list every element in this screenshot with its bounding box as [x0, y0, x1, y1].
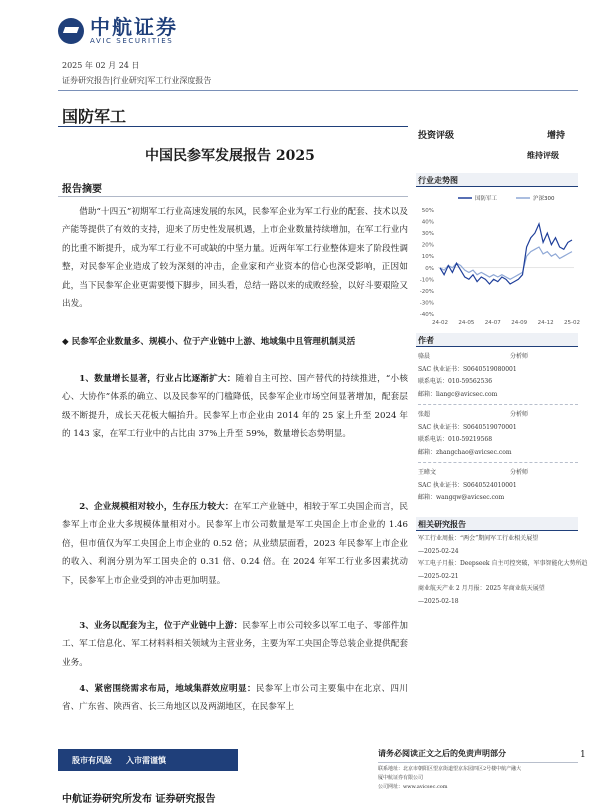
caution-text: 入市需谨慎 [126, 754, 166, 765]
legend-label-0: 国防军工 [475, 196, 498, 202]
risk-text: 股市有风险 [72, 754, 112, 765]
report-date: 2025 年 02 月 24 日 [62, 61, 140, 70]
x-tick-label: 24-09 [511, 320, 528, 326]
company-address [378, 765, 578, 792]
disclaimer-note: 请务必阅读正文之后的免责声明部分 [378, 748, 506, 758]
analyst-1 [418, 351, 578, 408]
analyst-3 [418, 467, 578, 505]
research-item-1[interactable]: 军工行业周报：“两会”期间军工行业相关展望 [418, 535, 539, 542]
footer-publisher: 中航证券研究所发布 证券研究报告 [62, 794, 216, 805]
paragraph-2-text: 随着自主可控、国产替代的持续推进，“小核心、大协作”体系的确立、以及民参军的门槛降低，民参军企业市场空间显著增加，配套层级不断提升，成长天花板大幅抬升。民参军上市企业由 2014 年的 25 家上升至 2024 年的 143 家，在军工行业中的占比由 37%上升至 59%，数量增长态势明显。 [62, 374, 408, 440]
paragraph-3-text: 在军工产业链中，相较于军工央国企而言，民参军上市企业大多规模体量相对小。民参军上市公司数量是军工央国企上市企业的 1.46 倍，但市值仅为军工央国企上市企业的 0.52 倍；从业绩层面看，2023 年民参军上市企业的收入、利润分别为军工国央企的 0.31 倍、0.24 倍。在 2024 年军工行业多因素扰动下，民参军上市企业受到的冲击更加明显。 [62, 502, 408, 586]
analyst-2-email[interactable]: 邮箱：zhangchao@avicsec.com [418, 448, 512, 456]
paragraph-4-text: 民参军上市公司较多以军工电子、零部件加工、军工信息化、军工材料料相关领域为主营业务，主要为军工央国企等总装企业提供配套业务。 [62, 621, 408, 668]
page-number: 1 [580, 750, 586, 760]
rating-sub: 维持评级 [527, 150, 559, 160]
sector-title: 国防军工 [62, 107, 127, 126]
research-heading: 相关研究报告 [416, 517, 578, 531]
research-item-3[interactable]: 商业航天产业 2 月月报：2025 年商业航天展望 [418, 585, 545, 593]
analyst-1-sac: SAC 执业证书：S0640519080001 [418, 365, 517, 373]
x-tick-label: 25-02 [564, 320, 580, 326]
research-item-2[interactable]: 军工电子月报：Deepseek 自主可控突破，军事智能化大势所趋 [418, 560, 588, 568]
summary-bullet-heading: ◆ 民参军企业数量多、规模小、位于产业链中上游、地域集中且管理机制灵活 [62, 337, 356, 347]
research-item-1-date: —2025-02-24 [418, 547, 459, 555]
analyst-1-email[interactable]: 邮箱：liangc@avicsec.com [418, 390, 498, 398]
address-line-1: 联系地址：北京市朝阳区望京街道望京东园四区2号楼中航产融大 [378, 766, 522, 772]
analyst-heading: 作者 [416, 333, 578, 347]
paragraph-2-lead: 1、数量增长显著，行业占比逐渐扩大： [79, 374, 236, 384]
rating-value: 增持 [547, 131, 566, 141]
analyst-3-email[interactable]: 邮箱：wangqw@avicsec.com [418, 494, 505, 502]
x-tick-label: 24-05 [458, 320, 475, 326]
summary-paragraph-1: 借助“十四五”初期军工行业高速发展的东风，民参军企业为军工行业的配套、技术以及产能等提供了有效的支持，迎来了历史性发展机遇，上市企业数量持续增加，在军工行业内的比重不断提升，成为军工行业不可或缺的中坚力量。近两年军工行业整体迎来了阶段性调整，对民参军企业造成了较为深刻的冲击，企业家和产业资本的信心也深受影响，正因如此，当下民参军企业更需要慢下脚步，回头看，总结一路以来的成败经验，以好斗要艰险又出发。 [62, 207, 408, 310]
research-item-2-date: —2025-02-21 [418, 572, 459, 580]
y-tick-label: 10% [421, 254, 434, 261]
analyst-1-role: 分析师 [509, 353, 528, 360]
sector-divider [58, 126, 408, 127]
analyst-3-name: 王暐文 [418, 469, 437, 476]
paragraph-5-lead: 4、紧密围绕需求布局，地域集群效应明显： [79, 684, 256, 694]
header-divider [58, 90, 578, 91]
y-tick-label: 40% [421, 219, 434, 226]
paragraph-4-lead: 3、业务以配套为主，位于产业链中上游： [79, 621, 243, 631]
summary-heading: 报告摘要 [62, 184, 102, 195]
research-list [418, 533, 588, 609]
x-tick-label: 24-12 [537, 320, 554, 326]
legend-label-1: 沪深300 [533, 196, 555, 202]
y-tick-label: -40% [419, 312, 434, 318]
rating-label: 投资评级 [418, 131, 455, 141]
analyst-2-phone: 联系电话：010-59219568 [418, 436, 493, 444]
logo-en-text: AVIC SECURITIES [90, 37, 174, 45]
x-tick-label: 24-02 [432, 320, 448, 326]
industry-trend-chart [416, 190, 578, 330]
report-type: 证券研究报告|行业研究|军工行业深度报告 [62, 76, 212, 85]
paragraph-5-text: 民参军上市公司主要集中在北京、四川省、广东省、陕西省、长三角地区以及两湖地区，在民参军上 [62, 684, 408, 713]
x-tick-label: 24-07 [484, 320, 501, 326]
summary-divider [58, 196, 408, 197]
paragraph-3-lead: 2、企业规模相对较小，生存压力较大： [79, 502, 234, 512]
summary-paragraph-3 [62, 498, 408, 590]
analyst-1-name: 骆晨 [418, 353, 431, 360]
analyst-2-name: 张超 [418, 411, 431, 418]
y-tick-label: 0% [425, 265, 434, 272]
analyst-2-role: 分析师 [509, 411, 528, 418]
y-tick-label: -10% [419, 277, 434, 284]
y-tick-label: 20% [421, 242, 434, 249]
series-line-国防军工 [440, 224, 572, 284]
company-website[interactable]: 公司网址：www.avicsec.com [378, 784, 448, 790]
analyst-2 [418, 409, 578, 466]
trend-heading: 行业走势图 [416, 173, 578, 187]
summary-paragraph-4 [62, 617, 408, 672]
company-logo [58, 14, 198, 48]
analyst-3-role: 分析师 [509, 469, 528, 476]
analyst-divider [418, 404, 578, 405]
logo-cn-text: 中航证券 [90, 15, 178, 39]
avic-emblem-icon [58, 18, 84, 44]
y-tick-label: -20% [419, 288, 434, 295]
analyst-2-sac: SAC 执业证书：S0640519070001 [418, 423, 517, 431]
y-tick-label: 30% [421, 231, 434, 238]
summary-paragraph-5 [62, 680, 408, 717]
report-title: 中国民参军发展报告 2025 [145, 148, 315, 164]
analyst-divider [418, 462, 578, 463]
address-line-2: 厦中航证券有限公司 [378, 775, 424, 781]
footer-divider [378, 762, 578, 763]
y-tick-label: 50% [421, 208, 434, 214]
series-line-沪深300 [440, 247, 572, 279]
research-item-3-date: —2025-02-18 [418, 597, 459, 605]
summary-paragraph-2 [62, 370, 408, 444]
analyst-1-phone: 联系电话：010-59562536 [418, 378, 493, 386]
analyst-3-sac: SAC 执业证书：S0640524010001 [418, 481, 517, 489]
y-tick-label: -30% [419, 300, 434, 307]
risk-warning-band [58, 749, 238, 771]
